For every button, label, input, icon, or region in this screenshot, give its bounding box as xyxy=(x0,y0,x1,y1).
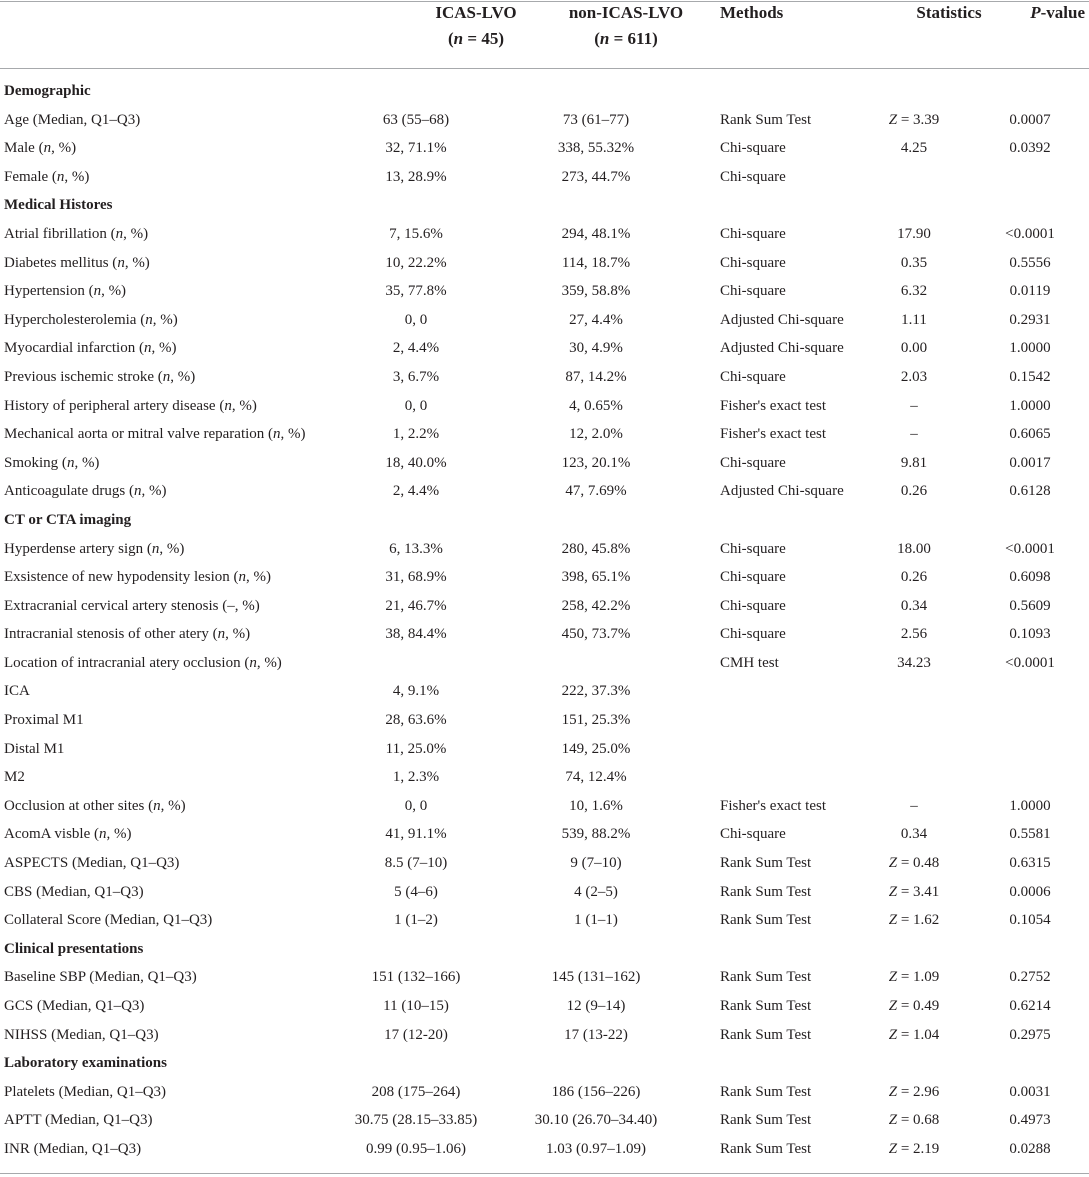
non-icas-lvo-value: 12 (9–14) xyxy=(566,998,626,1014)
row-label: Distal M1 xyxy=(4,740,65,757)
icas-lvo-value: 208 (175–264) xyxy=(371,1083,461,1100)
row-label: ASPECTS (Median, Q1–Q3) xyxy=(4,855,180,872)
non-icas-lvo-value: 186 (156–226) xyxy=(551,1083,641,1100)
table-row xyxy=(0,477,1089,506)
header-non-icas-lvo-title: non-ICAS-LVO xyxy=(568,3,684,22)
method-value: Adjusted Chi-square xyxy=(720,340,844,357)
non-icas-lvo-value: 17 (13-22) xyxy=(564,1026,628,1043)
row-label: Anticoagulate drugs (n, %) xyxy=(4,483,167,500)
icas-lvo-value: 8.5 (7–10) xyxy=(384,855,448,872)
table-row xyxy=(0,363,1089,392)
statistics-value: 18.00 xyxy=(897,540,931,557)
non-icas-lvo-value: 539, 88.2% xyxy=(561,826,631,843)
p-value: <0.0001 xyxy=(1005,225,1055,242)
header-rule xyxy=(0,68,1089,69)
header-p-value xyxy=(1000,0,1089,62)
header-non-icas-lvo xyxy=(496,0,756,62)
method-value: Chi-square xyxy=(720,140,786,157)
row-label: AcomA visble (n, %) xyxy=(4,826,132,843)
method-value: Rank Sum Test xyxy=(720,883,812,900)
section-label: CT or CTA imaging xyxy=(4,511,132,528)
method-value: Chi-square xyxy=(720,569,786,586)
p-value: 0.2931 xyxy=(1009,311,1051,328)
p-value: 0.0031 xyxy=(1009,1083,1051,1100)
non-icas-lvo-value: 87, 14.2% xyxy=(565,368,627,385)
icas-lvo-value: 18, 40.0% xyxy=(385,454,447,471)
row-label: INR (Median, Q1–Q3) xyxy=(4,1140,142,1157)
row-label: APTT (Median, Q1–Q3) xyxy=(4,1112,153,1129)
table-row xyxy=(0,420,1089,449)
icas-lvo-value: 13, 28.9% xyxy=(385,168,447,185)
icas-lvo-value: 7, 15.6% xyxy=(389,225,443,242)
header-methods-label: Methods xyxy=(720,3,784,22)
p-value: 0.0006 xyxy=(1009,883,1051,900)
method-value: Rank Sum Test xyxy=(720,912,812,929)
non-icas-lvo-value: 258, 42.2% xyxy=(561,597,631,614)
method-value: Chi-square xyxy=(720,626,786,643)
row-label: Smoking (n, %) xyxy=(4,454,100,471)
icas-lvo-value: 31, 68.9% xyxy=(385,569,447,586)
statistics-value: 1.11 xyxy=(901,311,927,328)
icas-lvo-value: 4, 9.1% xyxy=(392,683,440,700)
table-row xyxy=(0,792,1089,821)
non-icas-lvo-value: 398, 65.1% xyxy=(561,569,631,586)
icas-lvo-value: 2, 4.4% xyxy=(392,483,440,500)
row-label: GCS (Median, Q1–Q3) xyxy=(4,998,145,1014)
statistics-value: 2.56 xyxy=(900,626,928,643)
row-label: Hypertension (n, %) xyxy=(4,283,127,300)
row-label: Mechanical aorta or mitral valve reparation (n, %) xyxy=(4,426,306,443)
non-icas-lvo-value: 47, 7.69% xyxy=(565,483,627,500)
table-row xyxy=(0,820,1089,849)
statistics-value: 0.35 xyxy=(900,254,928,271)
method-value: Rank Sum Test xyxy=(720,1112,812,1129)
statistics-value: – xyxy=(910,397,918,414)
icas-lvo-value: 63 (55–68) xyxy=(382,111,450,128)
table-row xyxy=(0,906,1089,935)
non-icas-lvo-value: 4, 0.65% xyxy=(569,397,623,414)
table-row xyxy=(0,563,1089,592)
method-value: Chi-square xyxy=(720,254,786,271)
method-value: Rank Sum Test xyxy=(720,1140,812,1157)
p-value: 1.0000 xyxy=(1009,797,1051,814)
statistics-value: 0.34 xyxy=(900,826,928,843)
statistics-value: 4.25 xyxy=(900,140,928,157)
statistics-value: 2.03 xyxy=(900,368,928,385)
p-value: 0.0017 xyxy=(1009,454,1051,471)
p-value: 0.0119 xyxy=(1009,283,1051,300)
header-p-value-label: P-value xyxy=(1030,3,1085,22)
table-row xyxy=(0,620,1089,649)
icas-lvo-value: 5 (4–6) xyxy=(394,883,438,900)
statistics-value: 0.00 xyxy=(900,340,928,357)
table-row xyxy=(0,249,1089,278)
row-label: CBS (Median, Q1–Q3) xyxy=(4,883,144,900)
bottom-rule xyxy=(0,1173,1089,1174)
table-row xyxy=(0,306,1089,335)
table-row xyxy=(0,649,1089,678)
row-label: Platelets (Median, Q1–Q3) xyxy=(4,1083,167,1100)
icas-lvo-value: 3, 6.7% xyxy=(392,368,440,385)
section-header-row xyxy=(0,1049,1089,1078)
section-label: Clinical presentations xyxy=(4,940,144,957)
header-icas-lvo-title: ICAS-LVO xyxy=(435,3,517,22)
icas-lvo-value: 30.75 (28.15–33.85) xyxy=(354,1112,478,1129)
section-header-row xyxy=(0,77,1089,106)
icas-lvo-value: 0.99 (0.95–1.06) xyxy=(366,1140,466,1157)
header-statistics xyxy=(884,0,1014,62)
table-row xyxy=(0,449,1089,478)
method-value: Chi-square xyxy=(720,454,786,471)
p-value: 0.6315 xyxy=(1009,855,1051,872)
statistics-value: – xyxy=(910,797,918,814)
row-label: Intracranial stenosis of other atery (n, %) xyxy=(4,626,251,643)
method-value: Fisher's exact test xyxy=(720,797,827,814)
non-icas-lvo-value: 222, 37.3% xyxy=(561,683,631,700)
row-label: Exsistence of new hypodensity lesion (n, %) xyxy=(4,569,272,586)
table-row xyxy=(0,535,1089,564)
method-value: Chi-square xyxy=(720,225,786,242)
table-row xyxy=(0,706,1089,735)
row-label: Collateral Score (Median, Q1–Q3) xyxy=(4,912,213,929)
p-value: 0.6098 xyxy=(1009,569,1051,586)
row-label: Previous ischemic stroke (n, %) xyxy=(4,368,196,385)
row-label: Diabetes mellitus (n, %) xyxy=(4,254,150,271)
icas-lvo-value: 17 (12-20) xyxy=(384,1026,448,1043)
header-icas-lvo-n: (n = 45) xyxy=(448,29,504,48)
table-row xyxy=(0,334,1089,363)
row-label: Female (n, %) xyxy=(4,168,90,185)
table-row xyxy=(0,1078,1089,1107)
table-row xyxy=(0,763,1089,792)
statistics-value: Z = 0.49 xyxy=(888,998,940,1014)
row-label: Proximal M1 xyxy=(4,712,84,729)
row-label: Atrial fibrillation (n, %) xyxy=(4,225,149,242)
row-label: NIHSS (Median, Q1–Q3) xyxy=(4,1026,159,1043)
row-label: Age (Median, Q1–Q3) xyxy=(4,111,141,128)
non-icas-lvo-value: 10, 1.6% xyxy=(569,797,623,814)
statistics-value: 0.26 xyxy=(900,569,928,586)
method-value: Chi-square xyxy=(720,368,786,385)
section-label: Medical Histores xyxy=(4,197,113,214)
row-label: History of peripheral artery disease (n, %) xyxy=(4,397,257,414)
p-value: 0.1093 xyxy=(1009,626,1051,643)
row-label: Hyperdense artery sign (n, %) xyxy=(4,540,185,557)
p-value: 0.1542 xyxy=(1009,368,1051,385)
table-row xyxy=(0,992,1089,1021)
non-icas-lvo-value: 27, 4.4% xyxy=(569,311,623,328)
method-value: Chi-square xyxy=(720,540,786,557)
method-value: Chi-square xyxy=(720,826,786,843)
p-value: 0.0288 xyxy=(1009,1140,1051,1157)
table-row xyxy=(0,1021,1089,1050)
section-header-row xyxy=(0,935,1089,964)
statistics-value: Z = 3.41 xyxy=(888,883,940,900)
non-icas-lvo-value: 151, 25.3% xyxy=(561,712,631,729)
statistics-value: Z = 0.48 xyxy=(888,855,940,872)
non-icas-lvo-value: 30, 4.9% xyxy=(569,340,623,357)
table-row xyxy=(0,849,1089,878)
row-label: Male (n, %) xyxy=(4,140,77,157)
statistics-value: – xyxy=(910,426,918,443)
method-value: Adjusted Chi-square xyxy=(720,311,844,328)
method-value: Rank Sum Test xyxy=(720,1083,812,1100)
table-row xyxy=(0,163,1089,192)
icas-lvo-value: 6, 13.3% xyxy=(389,540,443,557)
non-icas-lvo-value: 280, 45.8% xyxy=(561,540,631,557)
icas-lvo-value: 1, 2.3% xyxy=(392,769,440,786)
p-value: 1.0000 xyxy=(1009,397,1051,414)
icas-lvo-value: 35, 77.8% xyxy=(385,283,447,300)
table-row xyxy=(0,1106,1089,1135)
p-value: 1.0000 xyxy=(1009,340,1051,357)
non-icas-lvo-value: 9 (7–10) xyxy=(570,855,622,872)
row-label: Location of intracranial atery occlusion (n, %) xyxy=(4,654,282,671)
p-value: 0.5581 xyxy=(1009,826,1051,843)
table-row xyxy=(0,878,1089,907)
icas-lvo-value: 1 (1–2) xyxy=(394,912,438,929)
non-icas-lvo-value: 74, 12.4% xyxy=(565,769,627,786)
table-row xyxy=(0,106,1089,135)
method-value: Fisher's exact test xyxy=(720,397,827,414)
table-row xyxy=(0,1135,1089,1164)
table-row xyxy=(0,220,1089,249)
icas-lvo-value: 41, 91.1% xyxy=(385,826,447,843)
statistics-value: 9.81 xyxy=(900,454,928,471)
statistics-value: 34.23 xyxy=(897,654,931,671)
statistics-value: Z = 3.39 xyxy=(888,111,940,128)
icas-lvo-value: 32, 71.1% xyxy=(385,140,447,157)
method-value: Rank Sum Test xyxy=(720,969,812,986)
section-header-row xyxy=(0,191,1089,220)
header-statistics-label: Statistics xyxy=(916,3,982,22)
icas-lvo-value: 11, 25.0% xyxy=(385,740,447,757)
statistics-value: Z = 1.62 xyxy=(888,912,940,929)
p-value: 0.2975 xyxy=(1009,1026,1051,1043)
section-label: Demographic xyxy=(4,83,91,99)
icas-lvo-value: 151 (132–166) xyxy=(371,969,461,986)
non-icas-lvo-value: 123, 20.1% xyxy=(561,454,631,471)
p-value: 0.0392 xyxy=(1009,140,1051,157)
table-row xyxy=(0,392,1089,421)
icas-lvo-value: 38, 84.4% xyxy=(385,626,447,643)
non-icas-lvo-value: 114, 18.7% xyxy=(561,254,631,271)
statistics-value: Z = 2.19 xyxy=(888,1140,940,1157)
icas-lvo-value: 1, 2.2% xyxy=(392,426,440,443)
row-label: Hypercholesterolemia (n, %) xyxy=(4,311,178,328)
p-value: 0.0007 xyxy=(1009,111,1051,128)
p-value: 0.5609 xyxy=(1009,597,1051,614)
method-value: Rank Sum Test xyxy=(720,111,812,128)
header-methods xyxy=(720,0,860,62)
statistics-value: 6.32 xyxy=(900,283,928,300)
p-value: 0.5556 xyxy=(1009,254,1051,271)
table-row xyxy=(0,134,1089,163)
p-value: 0.4973 xyxy=(1009,1112,1051,1129)
method-value: Chi-square xyxy=(720,168,786,185)
method-value: Chi-square xyxy=(720,283,786,300)
non-icas-lvo-value: 1.03 (0.97–1.09) xyxy=(546,1140,646,1157)
p-value: 0.6214 xyxy=(1009,998,1051,1014)
statistics-value: 0.34 xyxy=(900,597,928,614)
icas-lvo-value: 10, 22.2% xyxy=(385,254,447,271)
non-icas-lvo-value: 12, 2.0% xyxy=(569,426,623,443)
table-row xyxy=(0,735,1089,764)
row-label: Occlusion at other sites (n, %) xyxy=(4,797,186,814)
icas-lvo-value: 11 (10–15) xyxy=(383,998,449,1014)
table-row xyxy=(0,277,1089,306)
non-icas-lvo-value: 73 (61–77) xyxy=(562,111,630,128)
row-label: M2 xyxy=(4,769,25,786)
icas-lvo-value: 21, 46.7% xyxy=(385,597,447,614)
method-value: Rank Sum Test xyxy=(720,855,812,872)
p-value: <0.0001 xyxy=(1005,654,1055,671)
non-icas-lvo-value: 359, 58.8% xyxy=(561,283,631,300)
icas-lvo-value: 0, 0 xyxy=(404,397,428,414)
icas-lvo-value: 0, 0 xyxy=(404,797,428,814)
non-icas-lvo-value: 149, 25.0% xyxy=(561,740,631,757)
statistics-value: Z = 1.04 xyxy=(888,1026,940,1043)
statistics-value: Z = 1.09 xyxy=(888,969,940,986)
statistics-value: 17.90 xyxy=(897,225,931,242)
row-label: Baseline SBP (Median, Q1–Q3) xyxy=(4,969,197,986)
non-icas-lvo-value: 1 (1–1) xyxy=(574,912,618,929)
non-icas-lvo-value: 145 (131–162) xyxy=(551,969,641,986)
non-icas-lvo-value: 294, 48.1% xyxy=(561,225,631,242)
statistics-value: Z = 0.68 xyxy=(888,1112,940,1129)
non-icas-lvo-value: 30.10 (26.70–34.40) xyxy=(534,1112,658,1129)
table-row xyxy=(0,592,1089,621)
header-non-icas-lvo-n: (n = 611) xyxy=(594,29,658,48)
row-label: Extracranial cervical artery stenosis (–, %) xyxy=(4,597,260,614)
table-row xyxy=(0,677,1089,706)
method-value: Chi-square xyxy=(720,597,786,614)
row-label: Myocardial infarction (n, %) xyxy=(4,340,177,357)
p-value: 0.6065 xyxy=(1009,426,1051,443)
non-icas-lvo-value: 273, 44.7% xyxy=(561,168,631,185)
method-value: Rank Sum Test xyxy=(720,998,812,1014)
table-row xyxy=(0,963,1089,992)
non-icas-lvo-value: 450, 73.7% xyxy=(561,626,631,643)
section-label: Laboratory examinations xyxy=(4,1055,167,1072)
section-header-row xyxy=(0,506,1089,535)
method-value: Adjusted Chi-square xyxy=(720,483,844,500)
p-value: 0.2752 xyxy=(1009,969,1051,986)
method-value: CMH test xyxy=(720,654,779,671)
table-body xyxy=(0,77,1089,1164)
non-icas-lvo-value: 4 (2–5) xyxy=(574,883,618,900)
row-label: ICA xyxy=(4,683,30,700)
p-value: <0.0001 xyxy=(1005,540,1055,557)
p-value: 0.1054 xyxy=(1009,912,1051,929)
method-value: Rank Sum Test xyxy=(720,1026,812,1043)
statistics-value: Z = 2.96 xyxy=(888,1083,940,1100)
icas-lvo-value: 28, 63.6% xyxy=(385,712,447,729)
icas-lvo-value: 0, 0 xyxy=(404,311,428,328)
statistics-value: 0.26 xyxy=(900,483,928,500)
method-value: Fisher's exact test xyxy=(720,426,827,443)
p-value: 0.6128 xyxy=(1009,483,1051,500)
icas-lvo-value: 2, 4.4% xyxy=(392,340,440,357)
non-icas-lvo-value: 338, 55.32% xyxy=(557,140,635,157)
